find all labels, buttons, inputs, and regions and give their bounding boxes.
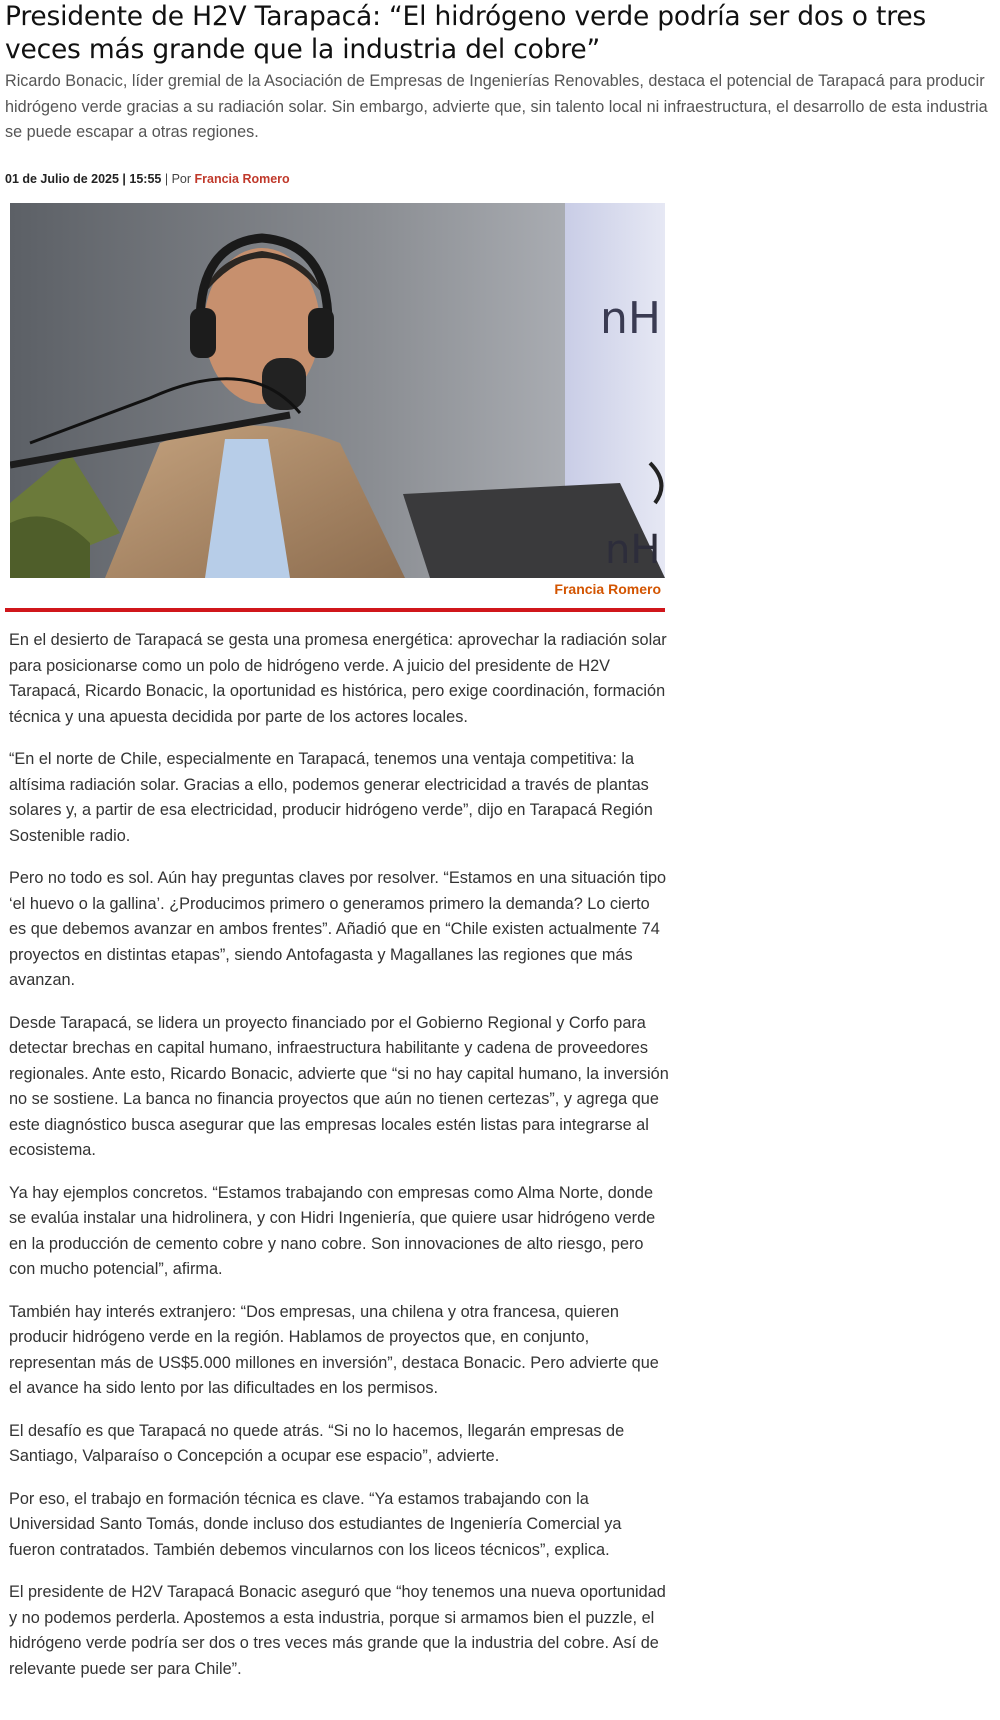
article-body <box>9 628 669 1699</box>
by-label: | Por <box>164 171 192 186</box>
banner-logo-top: nH <box>600 293 661 344</box>
photo-credit: Francia Romero <box>554 581 661 597</box>
article-photo <box>10 203 665 578</box>
article-meta <box>5 172 995 186</box>
article-figure <box>5 203 665 612</box>
body-paragraph: El desafío es que Tarapacá no quede atrás. “Si no lo hacemos, llegarán empresas de Santiago, Valparaíso o Concepción a ocupar ese espacio”, advierte. <box>9 1421 625 1465</box>
article-date: 01 de Julio de 2025 | 15:55 <box>5 171 162 186</box>
body-paragraph: Ya hay ejemplos concretos. “Estamos trabajando con empresas como Alma Norte, donde se evalúa instalar una hidrolinera, y con Hidri Ingeniería, que quiere usar hidrógeno verde en la producción de cemento cobre y nano cobre. Son innovaciones de alto riesgo, pero con mucho potencial”, afirma. <box>9 1183 656 1278</box>
body-paragraph: Desde Tarapacá, se lidera un proyecto financiado por el Gobierno Regional y Corfo para detectar brechas en capital humano, infraestructura habilitante y cadena de proveedores regionales. Ante esto, Ricardo Bonacic, advierte que “si no hay capital humano, la inversión no se sostiene. La banca no financia proyectos que aún no tienen certezas”, y agrega que este diagnóstico busca asegurar que las empresas locales estén listas para integrarse al ecosistema. <box>9 1013 669 1159</box>
article-title: Presidente de H2V Tarapacá: “El hidrógeno verde podría ser dos o tres veces más grande que la industria del cobre” <box>5 1 927 65</box>
body-paragraph: El presidente de H2V Tarapacá Bonacic aseguró que “hoy tenemos una nueva oportunidad y no podemos perderla. Apostemos a esta industria, porque si armamos bien el puzzle, el hidrógeno verde podría ser dos o tres veces más grande que la industria del cobre. Así de relevante puede ser para Chile”. <box>9 1583 666 1678</box>
article-header <box>5 0 995 186</box>
body-paragraph: También hay interés extranjero: “Dos empresas, una chilena y otra francesa, quieren producir hidrógeno verde en la región. Hablamos de proyectos que, en conjunto, representan más de US$5.000 millones en inversión”, destaca Bonacic. Pero advierte que el avance ha sido lento por las dificultades en los permisos. <box>9 1302 659 1397</box>
author-link[interactable]: Francia Romero <box>194 171 290 186</box>
body-paragraph: Pero no todo es sol. Aún hay preguntas claves por resolver. “Estamos en una situación tipo ‘el huevo o la gallina’. ¿Producimos primero o generamos primero la demanda? Lo cierto es que debemos avanzar en ambos frentes”. Añadió que en “Chile existen actualmente 74 proyectos en distintas etapas”, siendo Antofagasta y Magallanes las regiones que más avanzan. <box>9 869 667 989</box>
body-paragraph: En el desierto de Tarapacá se gesta una promesa energética: aprovechar la radiación solar para posicionarse como un polo de hidrógeno verde. A juicio del presidente de H2V Tarapacá, Ricardo Bonacic, la oportunidad es histórica, pero exige coordinación, formación técnica y una apuesta decidida por parte de los actores locales. <box>9 631 667 726</box>
article-lead: Ricardo Bonacic, líder gremial de la Asociación de Empresas de Ingenierías Renovables, destaca el potencial de Tarapacá para producir hidrógeno verde gracias a su radiación solar. Sin embargo, advierte que, sin talento local ni infraestructura, el desarrollo de esta industria se puede escapar a otras regiones. <box>5 72 988 141</box>
banner-logo-bottom: nH <box>605 527 661 573</box>
body-paragraph: “En el norte de Chile, especialmente en Tarapacá, tenemos una ventaja competitiva: la altísima radiación solar. Gracias a ello, podemos generar electricidad a través de plantas solares y, a partir de esa electricidad, producir hidrógeno verde”, dijo en Tarapacá Región Sostenible radio. <box>9 750 653 845</box>
photo-illustration <box>10 203 665 578</box>
body-paragraph: Por eso, el trabajo en formación técnica es clave. “Ya estamos trabajando con la Universidad Santo Tomás, donde incluso dos estudiantes de Ingeniería Comercial ya fueron contratados. También debemos vincularnos con los liceos técnicos”, explica. <box>9 1489 622 1559</box>
